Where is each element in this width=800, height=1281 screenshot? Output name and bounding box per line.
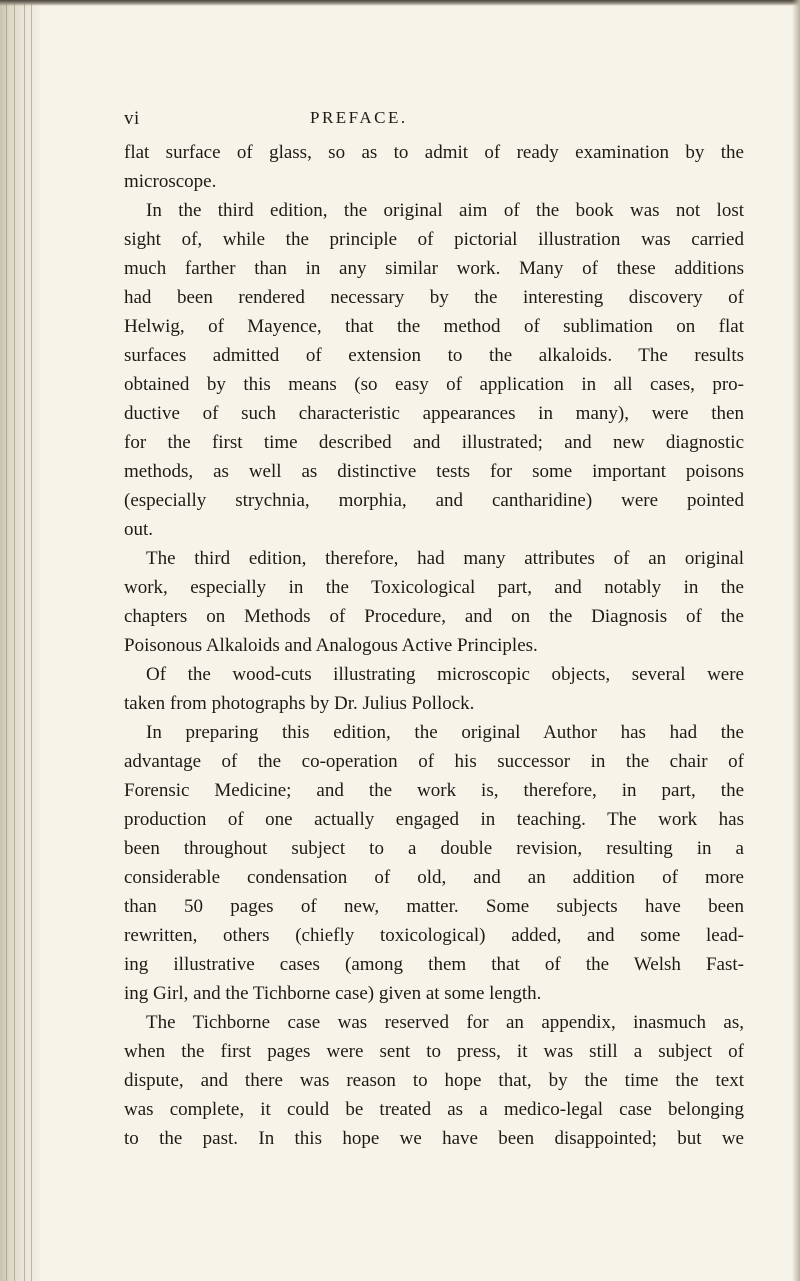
text-line: much farther than in any similar work. Many of these additions: [124, 258, 744, 279]
gutter-line: [6, 0, 7, 1281]
page-top-edge: [0, 0, 800, 6]
page-number: vi: [124, 108, 140, 129]
gutter-line: [31, 0, 32, 1281]
text-line: out.: [124, 519, 154, 540]
text-line: ing illustrative cases (among them that of the Welsh Fast-: [124, 954, 744, 975]
text-line: rewritten, others (chiefly toxicological) added, and some lead-: [124, 925, 744, 946]
text-line: dispute, and there was reason to hope that, by the time the text: [124, 1070, 744, 1091]
text-line: Helwig, of Mayence, that the method of sublimation on flat: [124, 316, 744, 337]
gutter-line: [24, 0, 25, 1281]
body-text: [124, 138, 744, 1153]
text-line: ductive of such characteristic appearances in many), were then: [124, 403, 744, 424]
text-line: surfaces admitted of extension to the alkaloids. The results: [124, 345, 744, 366]
text-line: when the first pages were sent to press, it was still a subject of: [124, 1041, 744, 1062]
gutter-line: [14, 0, 15, 1281]
running-head: [124, 108, 744, 132]
text-line: The third edition, therefore, had many attributes of an original: [146, 548, 744, 569]
text-line: Forensic Medicine; and the work is, therefore, in part, the: [124, 780, 744, 801]
text-line: Poisonous Alkaloids and Analogous Active Principles.: [124, 635, 538, 656]
text-line: advantage of the co-operation of his successor in the chair of: [124, 751, 744, 772]
text-line: In the third edition, the original aim of the book was not lost: [146, 200, 744, 221]
text-line: for the first time described and illustrated; and new diagnostic: [124, 432, 744, 453]
text-line: obtained by this means (so easy of application in all cases, pro-: [124, 374, 744, 395]
text-line: considerable condensation of old, and an addition of more: [124, 867, 744, 888]
text-line: than 50 pages of new, matter. Some subjects have been: [124, 896, 744, 917]
running-head-title: PREFACE.: [310, 108, 408, 127]
text-line: microscope.: [124, 171, 217, 192]
text-line: (especially strychnia, morphia, and cantharidine) were pointed: [124, 490, 744, 511]
text-line: Of the wood-cuts illustrating microscopic objects, several were: [146, 664, 744, 685]
text-line: been throughout subject to a double revision, resulting in a: [124, 838, 744, 859]
text-line: methods, as well as distinctive tests for some important poisons: [124, 461, 744, 482]
text-line: The Tichborne case was reserved for an appendix, inasmuch as,: [146, 1012, 744, 1033]
text-line: sight of, while the principle of pictorial illustration was carried: [124, 229, 744, 250]
text-line: ing Girl, and the Tichborne case) given at some length.: [124, 983, 542, 1004]
text-line: taken from photographs by Dr. Julius Pollock.: [124, 693, 475, 714]
text-line: chapters on Methods of Procedure, and on the Diagnosis of the: [124, 606, 744, 627]
text-line: to the past. In this hope we have been disappointed; but we: [124, 1128, 744, 1149]
text-line: flat surface of glass, so as to admit of ready examination by the: [124, 142, 744, 163]
text-line: In preparing this edition, the original Author has had the: [146, 722, 744, 743]
text-line: production of one actually engaged in teaching. The work has: [124, 809, 744, 830]
page-right-edge: [792, 0, 800, 1281]
text-line: work, especially in the Toxicological part, and notably in the: [124, 577, 744, 598]
text-line: was complete, it could be treated as a medico-legal case belonging: [124, 1099, 744, 1120]
text-line: had been rendered necessary by the interesting discovery of: [124, 287, 744, 308]
